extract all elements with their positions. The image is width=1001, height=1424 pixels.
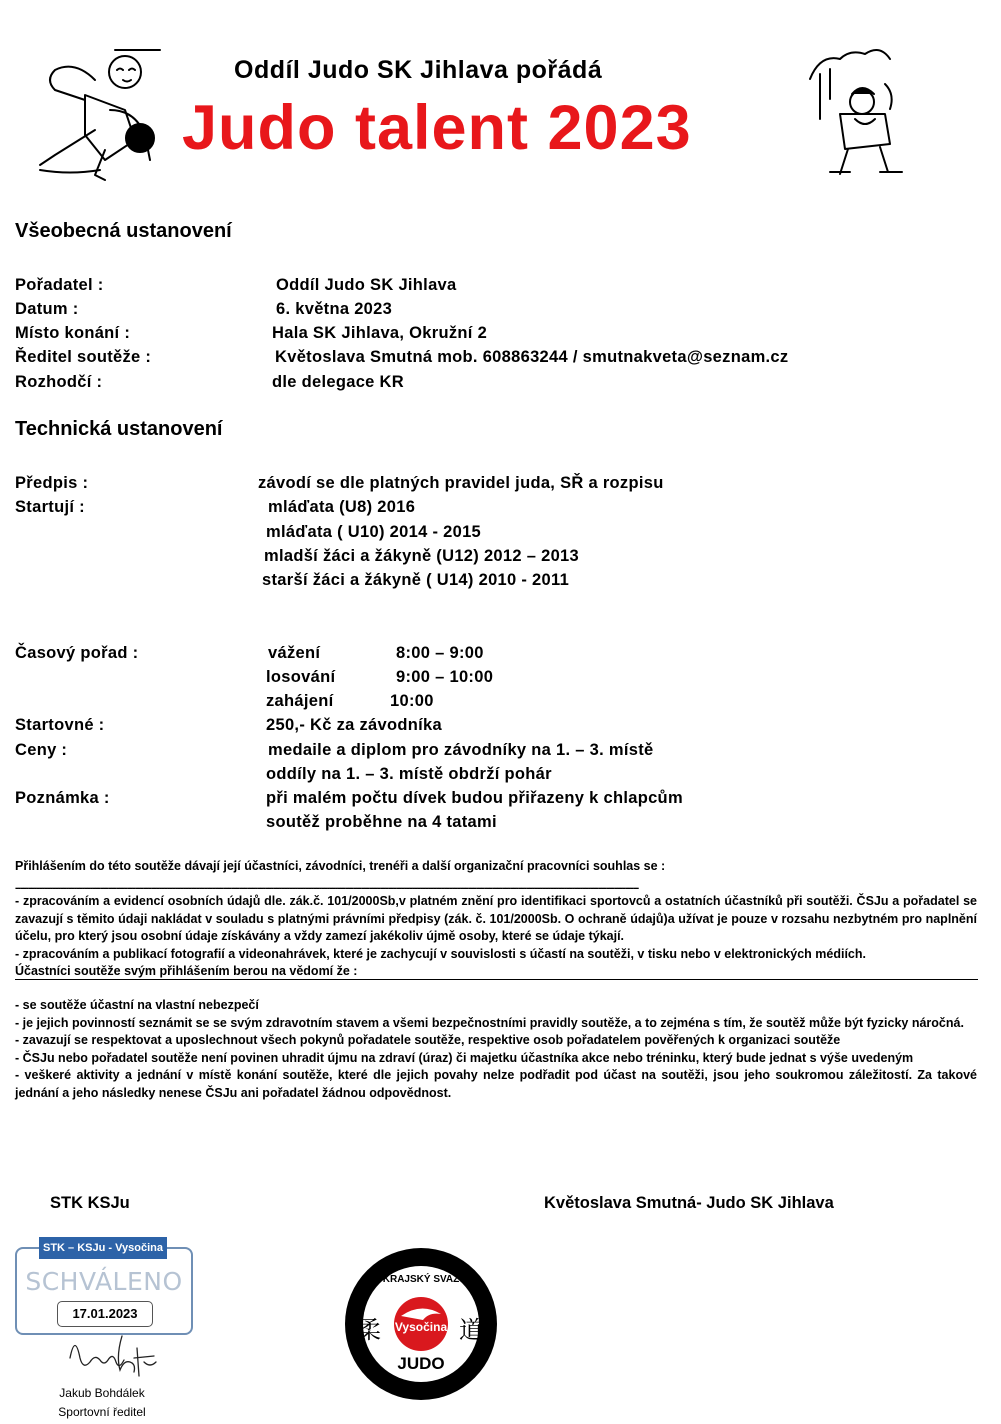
judo-hold-illustration [800, 44, 910, 179]
acknowledge-item: - je jejich povinností seznámit se se svým zdravotním stavem a všemi bezpečnostními pravidly soutěže, a to zejména s tím, že soutěž může být fyzicky náročná. [15, 1015, 964, 1030]
prize-line: medaile a diplom pro závodníky na 1. – 3. místě [268, 741, 654, 759]
rules-label: Předpis : [15, 474, 89, 492]
consent-item: - zpracováním a publikací fotografií a videonahrávek, které je zachycují v souvislosti s účastí na soutěži, v tisku nebo v elektronických médiích. [15, 946, 866, 961]
rules-value: závodí se dle platných pravidel juda, SŘ a rozpisu [258, 474, 664, 492]
judo-vysocina-logo [343, 1246, 499, 1402]
category-u8: mláďata (U8) 2016 [268, 498, 416, 516]
note-line: soutěž proběhne na 4 tatami [266, 813, 497, 831]
acknowledge-item: - se soutěže účastní na vlastní nebezpečí [15, 998, 259, 1012]
date-value: 6. května 2023 [276, 300, 393, 318]
category-u12: mladší žáci a žákyně (U12) 2012 – 2013 [264, 547, 580, 565]
organizer-value: Oddíl Judo SK Jihlava [276, 276, 457, 294]
logo-kanji-right: 道 [459, 1316, 483, 1344]
signer-name: Jakub Bohdálek [59, 1386, 145, 1400]
note-line: při malém počtu dívek budou přiřazeny k chlapcům [266, 789, 683, 807]
judo-throw-illustration [25, 40, 165, 182]
dashed-separator: ------------------------------------------------------------------------------------------------------------------------------------------------------------------------------------------------------------------------------------------ [15, 882, 639, 894]
signer-role: Sportovní ředitel [58, 1405, 146, 1419]
technical-heading: Technická ustanovení [15, 418, 223, 440]
prize-line: oddíly na 1. – 3. místě obdrží pohár [266, 765, 552, 783]
acknowledge-block [15, 997, 977, 1102]
referees-label: Rozhodčí : [15, 373, 103, 391]
logo-bottom-text: JUDO [397, 1354, 445, 1373]
acknowledge-item: - zavazují se respektovat a uposlechnout všech pokynů pořadatele soutěže, respektive osob pořadatelem pověřených k organizaci soutěže [15, 1033, 841, 1047]
prizes-label: Ceny : [15, 741, 68, 759]
venue-label: Místo konání : [15, 324, 131, 342]
handwritten-signature [62, 1328, 162, 1380]
referees-value: dle delegace KR [272, 373, 404, 391]
stamp-approved: SCHVÁLENO [25, 1267, 183, 1296]
schedule-label: Časový pořad : [15, 644, 139, 662]
note-label: Poznámka : [15, 789, 110, 807]
director-value: Květoslava Smutná mob. 608863244 / smutnakveta@seznam.cz [275, 348, 789, 366]
logo-top-text: KRAJSKÝ SVAZ [382, 1274, 460, 1285]
general-heading: Všeobecná ustanovení [15, 220, 232, 242]
consent-block [15, 893, 977, 981]
logo-center-text: Vysočina [394, 1320, 448, 1334]
acknowledge-item: - ČSJu nebo pořadatel soutěže není povinen uhradit újmu na zdraví (úraz) či majetku účastníka akce nebo tréninku, který bude jednat s výše uvedeným [15, 1050, 914, 1065]
fee-label: Startovné : [15, 716, 105, 734]
acknowledge-item: - veškeré aktivity a jednání v místě konání soutěže, které dle jejich povahy nelze podřadit pod účast na soutěži, jsou jeho soukromou záležitostí. Za takové jednání a jeho následky nenese ČSJu ani pořadatel žádnou odpovědnost. [15, 1068, 977, 1100]
schedule-item-time: 10:00 [390, 692, 434, 710]
consent-item: - zpracováním a evidencí osobních údajů dle. zák.č. 101/2000Sb,v platném znění pro identifikaci sportovců a ostatních účastníků při soutěži. ČSJu a pořadatel se zavazují s těmito údaji nakládat v souladu s platnými právními předpisy (zák. č. 101/2000Sb. O ochraně údajů)a užívat je pouze v rozsahu nezbytném pro naplnění účelu, pro který jsou osobní údaje získávány a vždy zamezí jakékoliv újmě osoby, které se údaje týkají. [15, 894, 977, 943]
schedule-item-name: losování [266, 668, 336, 686]
organizer-signature: Květoslava Smutná- Judo SK Jihlava [544, 1194, 834, 1212]
schedule-item-time: 8:00 – 9:00 [396, 644, 484, 662]
schedule-item-name: zahájení [266, 692, 334, 710]
schedule-item-time: 9:00 – 10:00 [396, 668, 494, 686]
divider [15, 979, 978, 980]
category-u10: mláďata ( U10) 2014 - 2015 [266, 523, 482, 541]
acknowledge-intro: Účastníci soutěže svým přihlášením berou na vědomí že : [15, 964, 358, 978]
organizer-line: Oddíl Judo SK Jihlava pořádá [234, 56, 603, 84]
organizer-label: Pořadatel : [15, 276, 104, 294]
date-label: Datum : [15, 300, 79, 318]
categories-label: Startují : [15, 498, 85, 516]
stamp-header: STK – KSJu - Vysočina [39, 1237, 167, 1259]
director-label: Ředitel soutěže : [15, 348, 152, 366]
consent-intro: Přihlášením do této soutěže dávají její účastníci, závodníci, trenéři a další organizační pracovníci souhlas se : [15, 859, 666, 873]
venue-value: Hala SK Jihlava, Okružní 2 [272, 324, 488, 342]
approval-stamp [15, 1242, 193, 1335]
approver-org: STK KSJu [50, 1194, 130, 1212]
event-title: Judo talent 2023 [182, 93, 692, 163]
stamp-date: 17.01.2023 [57, 1301, 153, 1327]
logo-kanji-left: 柔 [357, 1316, 381, 1344]
schedule-item-name: vážení [268, 644, 321, 662]
fee-value: 250,- Kč za závodníka [266, 716, 442, 734]
category-u14: starší žáci a žákyně ( U14) 2010 - 2011 [262, 571, 570, 589]
